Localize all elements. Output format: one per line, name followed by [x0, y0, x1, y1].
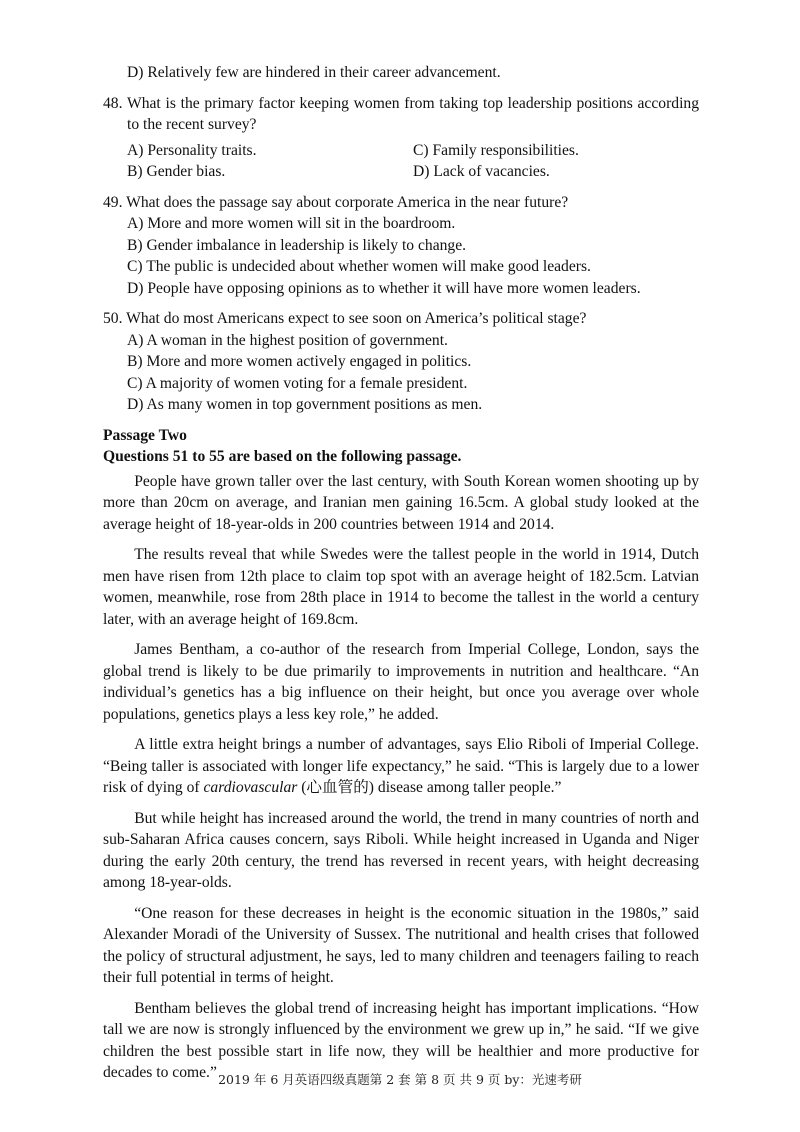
vocab-term: cardiovascular — [203, 779, 298, 796]
question-50 — [103, 308, 699, 416]
option-c: C) Family responsibilities. — [413, 141, 579, 159]
paragraph-1: People have grown taller over the last century, with South Korean women shooting up by more than 20cm on average, and Iranian men gaining 16.5cm. A global study looked at the average height of 18-year-olds in 200 countries between 1914 and 2014. — [103, 472, 699, 533]
option-c: C) The public is undecided about whether women will make good leaders. — [127, 258, 591, 275]
vocab-gloss: (心血管的) — [297, 779, 374, 796]
page-footer: 2019 年 6 月英语四级真题第 2 套 第 8 页 共 9 页 by：光速考研 — [218, 1072, 582, 1087]
option-d: D) As many women in top government positions as men. — [127, 396, 483, 413]
page-content — [103, 62, 699, 1084]
passage-instruction: Questions 51 to 55 are based on the following passage. — [103, 448, 462, 465]
q48-options — [103, 140, 699, 183]
paragraph-6: “One reason for these decreases in height is the economic situation in the 1980s,” said Alexander Moradi of the University of Sussex. The nutritional and health crises that followed the policy of structural adjustment, he says, led to many children and teenagers failing to reach their full potential in terms of height. — [103, 904, 699, 986]
question-stem: What is the primary factor keeping women from taking top leadership positions according to the recent survey? — [127, 94, 699, 133]
option-b: B) More and more women actively engaged in politics. — [127, 353, 472, 370]
option-a: A) More and more women will sit in the boardroom. — [127, 215, 456, 232]
option-a: A) A woman in the highest position of government. — [127, 331, 448, 349]
option-b: B) Gender bias. — [127, 163, 226, 180]
paragraph-3: James Bentham, a co-author of the research from Imperial College, London, says the global trend is likely to be due primarily to improvements in nutrition and healthcare. “An individual’s genetics has a big influence on their height, but once you average over whole populations, genetics plays a less key role,” he added. — [103, 641, 699, 723]
paragraph-7: Bentham believes the global trend of increasing height has important implications. “How tall we are now is strongly influenced by the environment we grew up in,” he said. “If we give children the best possible start in life now, they will be healthier and more productive for decades to come.” — [103, 999, 699, 1081]
paragraph-2: The results reveal that while Swedes were the tallest people in the world in 1914, Dutch men have risen from 12th place to claim top spot with an average height of 182.5cm. Latvian women, meanwhile, rose from 28th place in 1914 to become the tallest in the world a century later, with an average height of 169.8cm. — [103, 546, 699, 628]
question-49 — [103, 192, 699, 300]
passage-title: Passage Two — [103, 426, 187, 444]
paragraph-4-text-b: disease among taller people.” — [374, 779, 562, 796]
paragraph-4 — [103, 734, 699, 799]
option-c: C) A majority of women voting for a female president. — [127, 374, 468, 392]
paragraph-5: But while height has increased around the world, the trend in many countries of north and sub-Saharan Africa causes concern, says Riboli. While height increased in Uganda and Niger during the early 20th century, the trend has reversed in recent years, with height decreasing among 18-year-olds. — [103, 809, 699, 891]
question-48 — [103, 93, 699, 136]
option-d: D) People have opposing opinions as to whether it will have more women leaders. — [127, 279, 641, 297]
question-number: 48. — [103, 94, 123, 112]
question-stem: 49. What does the passage say about corporate America in the near future? — [103, 193, 569, 211]
q47-option-d: D) Relatively few are hindered in their career advancement. — [127, 64, 501, 81]
option-d: D) Lack of vacancies. — [413, 163, 550, 180]
question-stem: 50. What do most Americans expect to see soon on America’s political stage? — [103, 310, 587, 327]
option-b: B) Gender imbalance in leadership is likely to change. — [127, 236, 467, 254]
option-a: A) Personality traits. — [127, 141, 257, 159]
paragraph-4-text-a: A little extra height brings a number of advantages, says Elio Riboli of Imperial College. “Being taller is associated with longer life expectancy,” he said. “This is largely due to a lower risk of dying of — [103, 736, 699, 796]
